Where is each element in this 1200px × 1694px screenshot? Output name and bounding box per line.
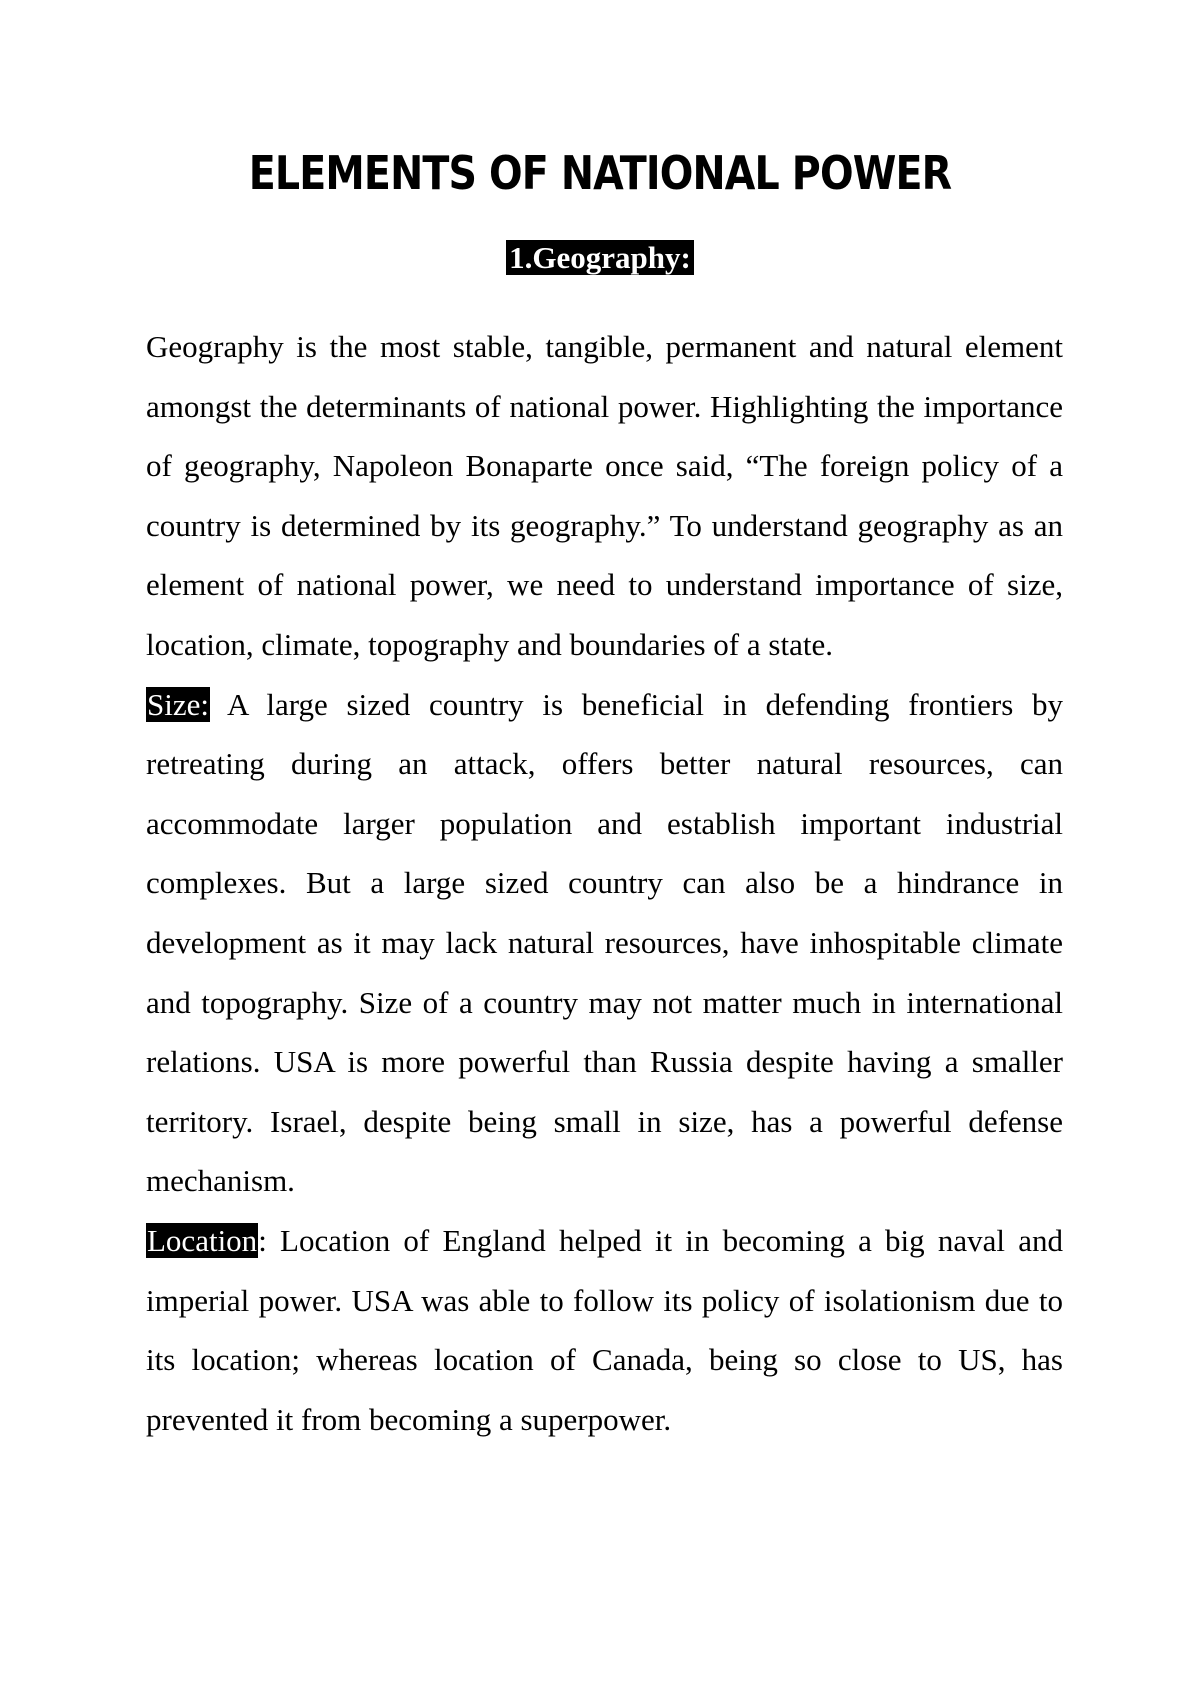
location-paragraph xyxy=(146,1211,1063,1449)
intro-paragraph: Geography is the most stable, tangible, permanent and natural element amongst the determinants of national power. Highlighting the importance of geography, Napoleon Bonaparte once said, “The foreign policy of a country is determined by its geography.” To understand geography as an element of national power, we need to understand importance of size, location, climate, topography and boundaries of a state. xyxy=(146,329,1063,662)
location-label: Location xyxy=(147,1222,258,1258)
section-heading xyxy=(0,238,1200,278)
document-body xyxy=(146,317,1063,1449)
size-text: A large sized country is beneficial in defending frontiers by retreating during an attack, offers better natural resources, can accommodate larger population and establish important industrial complexes. But a large sized country can also be a hindrance in development as it may lack natural resources, have inhospitable climate and topography. Size of a country may not matter much in international relations. USA is more powerful than Russia despite having a smaller territory. Israel, despite being small in size, has a powerful defense mechanism. xyxy=(146,686,1063,1199)
page-title: ELEMENTS OF NATIONAL POWER xyxy=(248,146,952,200)
size-paragraph xyxy=(146,675,1063,1211)
section-heading-label: 1.Geography: xyxy=(506,240,694,275)
size-label: Size: xyxy=(147,686,209,722)
location-text: : Location of England helped it in becoming a big naval and imperial power. USA was able to follow its policy of isolationism due to its location; whereas location of Canada, being so close to US, has prevented it from becoming a superpower. xyxy=(146,1222,1063,1437)
